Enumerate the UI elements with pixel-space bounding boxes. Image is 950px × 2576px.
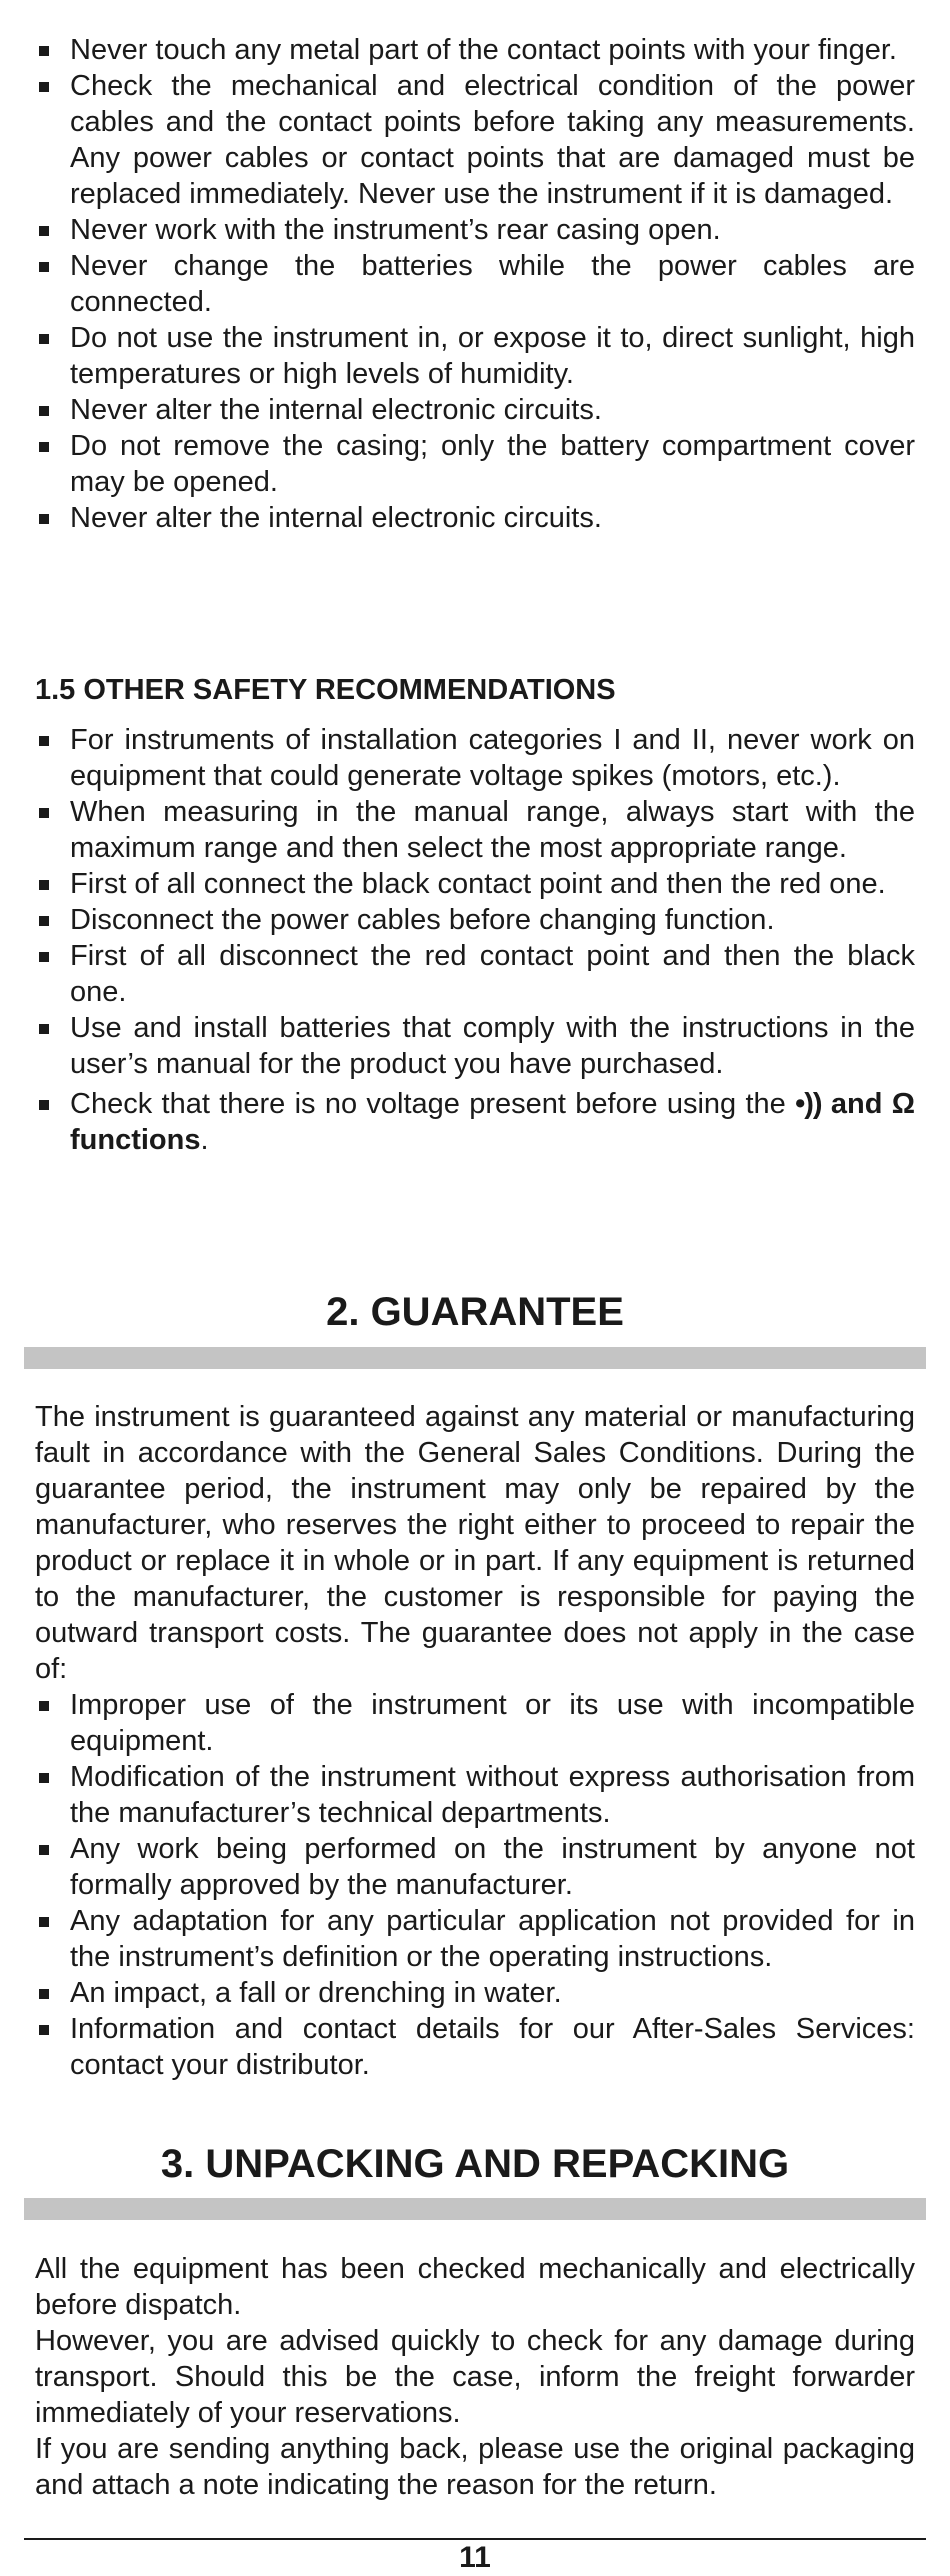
unpacking-paragraph: However, you are advised quickly to check for any damage during transport. Should this be the case, inform the freight forwarder immediately of your reservations. bbox=[35, 2325, 915, 2429]
guarantee-paragraph: The instrument is guaranteed against any material or manufacturing fault in accordance with the General Sales Conditions. During the guarantee period, the instrument may only be repaired by the manufacturer, who reserves the right either to proceed to repair the product or replace it in whole or in part. If any equipment is returned to the manufacturer, the customer is responsible for paying the outward transport costs. The guarantee does not apply in the case of: bbox=[35, 1401, 915, 1685]
list-item: Do not remove the casing; only the battery compartment cover may be opened. bbox=[35, 428, 915, 500]
list-item-end: . bbox=[200, 1124, 209, 1156]
list-item: Never alter the internal electronic circuits. bbox=[35, 392, 915, 428]
list-item-text: Check that there is no voltage present before using the bbox=[70, 1088, 786, 1120]
list-item: Any work being performed on the instrument by anyone not formally approved by the manufacturer. bbox=[35, 1831, 915, 1903]
list-item-bold-text: and Ω functions bbox=[70, 1088, 915, 1156]
list-item bbox=[35, 1086, 915, 1158]
list-item: For instruments of installation categories I and II, never work on equipment that could generate voltage spikes (motors, etc.). bbox=[35, 722, 915, 794]
other-safety-list bbox=[35, 722, 915, 1158]
list-item: When measuring in the manual range, always start with the maximum range and then select the most appropriate range. bbox=[35, 794, 915, 866]
list-item: Use and install batteries that comply with the instructions in the user’s manual for the product you have purchased. bbox=[35, 1010, 915, 1082]
section-divider-bar bbox=[24, 2198, 926, 2220]
list-item: Information and contact details for our After-Sales Services: contact your distributor. bbox=[35, 2011, 915, 2083]
guarantee-exclusions-list bbox=[35, 1687, 915, 2083]
section-heading-unpacking: 3. UNPACKING AND REPACKING bbox=[160, 2142, 790, 2186]
continuity-buzzer-icon: •)) bbox=[795, 1088, 822, 1120]
section-heading-guarantee: 2. GUARANTEE bbox=[326, 1290, 624, 1334]
list-item: Disconnect the power cables before changing function. bbox=[35, 902, 915, 938]
list-item: Never change the batteries while the power cables are connected. bbox=[35, 248, 915, 320]
section-divider-bar bbox=[24, 1347, 926, 1369]
unpacking-paragraph: If you are sending anything back, please use the original packaging and attach a note indicating the reason for the return. bbox=[35, 2433, 915, 2501]
section-heading-other-safety: 1.5 OTHER SAFETY RECOMMENDATIONS bbox=[35, 674, 616, 706]
unpacking-paragraph: All the equipment has been checked mechanically and electrically before dispatch. bbox=[35, 2253, 915, 2321]
list-item: An impact, a fall or drenching in water. bbox=[35, 1975, 915, 2011]
list-item: Do not use the instrument in, or expose it to, direct sunlight, high temperatures or high levels of humidity. bbox=[35, 320, 915, 392]
list-item: First of all disconnect the red contact point and then the black one. bbox=[35, 938, 915, 1010]
page-number: 11 bbox=[459, 2541, 491, 2574]
list-item: Modification of the instrument without express authorisation from the manufacturer’s technical departments. bbox=[35, 1759, 915, 1831]
list-item: Never work with the instrument’s rear casing open. bbox=[35, 212, 915, 248]
list-item: Any adaptation for any particular application not provided for in the instrument’s definition or the operating instructions. bbox=[35, 1903, 915, 1975]
safety-list bbox=[35, 32, 915, 536]
list-item: Never alter the internal electronic circuits. bbox=[35, 500, 915, 536]
list-item: Never touch any metal part of the contact points with your finger. bbox=[35, 32, 915, 68]
list-item: Check the mechanical and electrical condition of the power cables and the contact points before taking any measurements. Any power cables or contact points that are damaged must be replaced immediately. Never use the instrument if it is damaged. bbox=[35, 68, 915, 212]
list-item: First of all connect the black contact point and then the red one. bbox=[35, 866, 915, 902]
list-item: Improper use of the instrument or its use with incompatible equipment. bbox=[35, 1687, 915, 1759]
